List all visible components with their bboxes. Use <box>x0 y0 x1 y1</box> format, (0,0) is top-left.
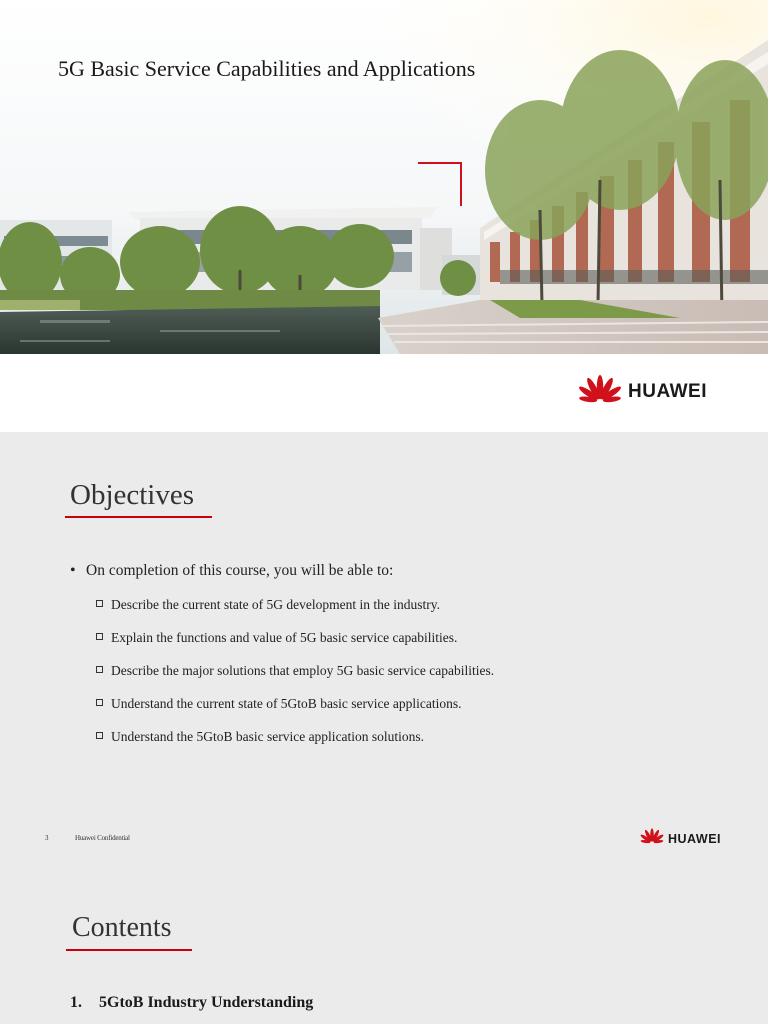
title-underline <box>66 949 192 951</box>
huawei-petal-icon <box>578 373 622 412</box>
contents-item-number: 1. <box>70 994 82 1011</box>
list-item-text: Understand the 5GtoB basic service application solutions. <box>111 729 425 744</box>
campus-hero-image <box>0 0 768 354</box>
square-bullet-icon <box>96 666 103 673</box>
list-item-text: Describe the current state of 5G development in the industry. <box>111 597 441 612</box>
huawei-logo-text: HUAWEI <box>668 832 721 846</box>
bullet-dot: • <box>70 562 76 579</box>
list-item-text: Understand the current state of 5GtoB basic service applications. <box>111 696 462 711</box>
list-item <box>96 663 494 696</box>
list-item <box>96 696 494 729</box>
title-slide <box>0 0 768 432</box>
list-item <box>96 597 494 630</box>
confidential-label: Huawei Confidential <box>75 834 130 842</box>
huawei-footer-logo <box>640 828 721 850</box>
contents-title: Contents <box>72 912 172 943</box>
huawei-logo <box>578 374 707 410</box>
intro-bullet <box>70 562 393 580</box>
objectives-title: Objectives <box>70 479 195 511</box>
square-bullet-icon <box>96 600 103 607</box>
list-item-text: Describe the major solutions that employ 5G basic service capabilities. <box>111 663 495 678</box>
square-bullet-icon <box>96 633 103 640</box>
square-bullet-icon <box>96 732 103 739</box>
list-item <box>96 630 494 663</box>
contents-item-label: 5GtoB Industry Understanding <box>99 994 314 1011</box>
huawei-logo-text: HUAWEI <box>628 381 707 402</box>
huawei-petal-icon <box>640 827 664 851</box>
red-corner-accent <box>418 162 462 206</box>
contents-slide <box>0 864 768 1024</box>
objectives-slide <box>0 432 768 864</box>
intro-bullet-text: On completion of this course, you will be able to: <box>86 562 394 579</box>
list-item <box>96 729 494 762</box>
presentation-title: 5G Basic Service Capabilities and Applications <box>58 56 476 81</box>
contents-item[interactable] <box>70 994 313 1012</box>
square-bullet-icon <box>96 699 103 706</box>
title-underline <box>65 516 212 518</box>
page-number: 3 <box>45 834 49 842</box>
list-item-text: Explain the functions and value of 5G basic service capabilities. <box>111 630 458 645</box>
objectives-list <box>96 597 494 762</box>
